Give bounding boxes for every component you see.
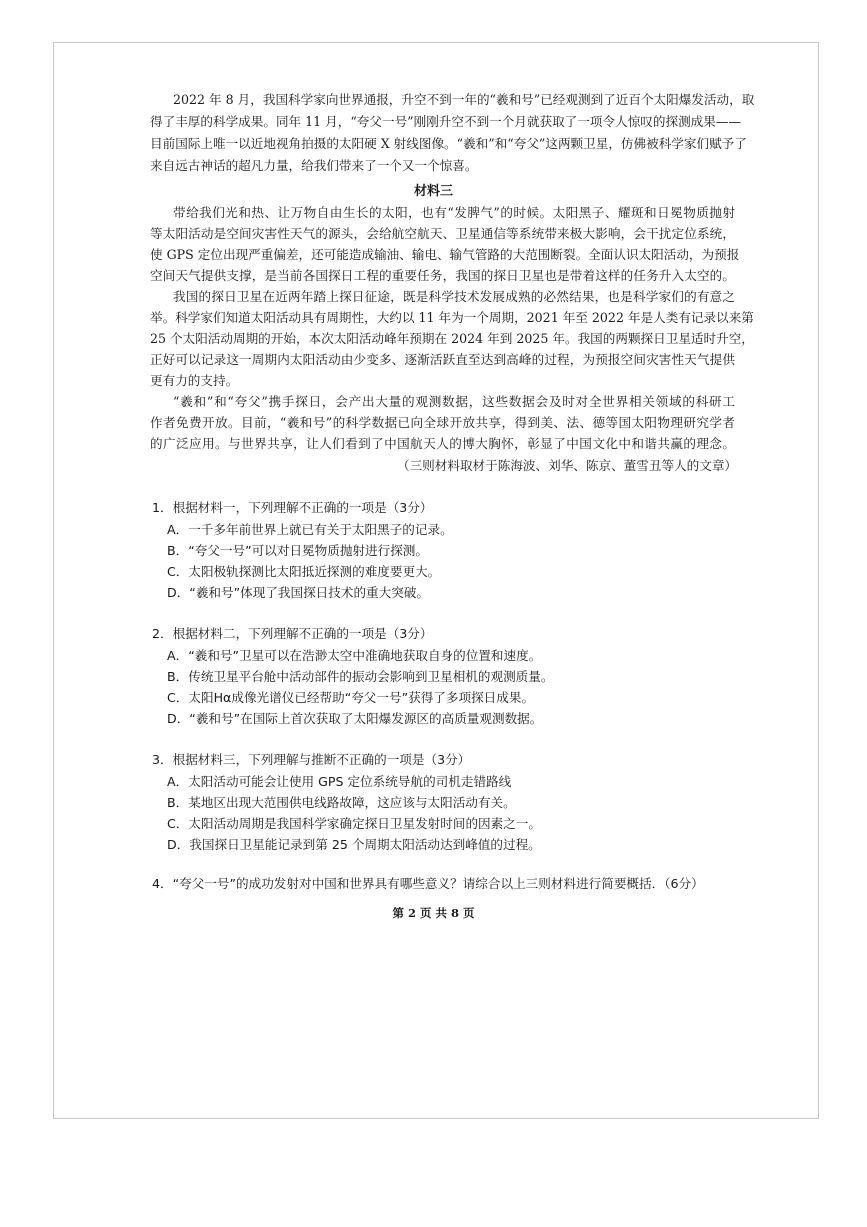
paragraph-line: 的广泛应用。与世界共享，让人们看到了中国航天人的博大胸怀，彰显了中国文化中和谐共赢的理念。	[150, 436, 735, 451]
question-4-stem: 4．“夸父一号”的成功发射对中国和世界具有哪些意义？请综合以上三则材料进行简要概括．（6分）	[152, 876, 704, 891]
question-3-option-a: A．太阳活动可能会让使用 GPS 定位系统导航的司机走错路线	[167, 774, 512, 789]
question-3-stem: 3．根据材料三，下列理解与推断不正确的一项是（3分）	[152, 752, 471, 767]
question-2-stem: 2．根据材料二，下列理解不正确的一项是（3分）	[152, 626, 433, 641]
question-1-stem: 1．根据材料一，下列理解不正确的一项是（3分）	[152, 500, 433, 515]
paragraph-line: 等太阳活动是空间灾害性天气的源头，会给航空航天、卫星通信等系统带来极大影响，会干扰定位系统，	[150, 226, 735, 241]
question-1-option-b: B．“夸父一号”可以对日冕物质抛射进行探测。	[167, 543, 428, 558]
question-2-option-b: B．传统卫星平台舱中活动部件的振动会影响到卫星相机的观测质量。	[167, 669, 554, 684]
section-title: 材料三	[413, 184, 453, 199]
paragraph-line: 来自远古神话的超凡力量，给我们带来了一个又一个惊喜。	[150, 158, 478, 173]
paragraph-line: 空间天气提供支撑，是当前各国探日工程的重要任务，我国的探日卫星也是带着这样的任务升入太空的。	[150, 268, 735, 283]
paragraph-line: 25 个太阳活动周期的开始，本次太阳活动峰年预期在 2024 年到 2025 年。我国的两颗探日卫星适时升空，	[150, 331, 754, 346]
paragraph-line: 目前国际上唯一以近地视角拍摄的太阳硬 X 射线图像。“羲和”和“夸父”这两颗卫星，仿佛被科学家们赋予了	[150, 136, 747, 151]
attribution: （三则材料取材于陈海波、刘华、陈京、董雪丑等人的文章）	[396, 458, 737, 473]
question-2-option-a: A．“羲和号”卫星可以在浩渺太空中准确地获取自身的位置和速度。	[167, 648, 542, 663]
paragraph-line: 作者免费开放。目前，“羲和号”的科学数据已向全球开放共享，得到美、法、德等国太阳物理研究学者	[150, 415, 735, 430]
question-1-option-a: A．一千多年前世界上就已有关于太阳黑子的记录。	[167, 522, 453, 537]
paragraph-line: 2022 年 8 月，我国科学家向世界通报，升空不到一年的“羲和号”已经观测到了近百个太阳爆发活动，取	[173, 92, 755, 107]
page-footer: 第 2 页 共 8 页	[392, 906, 475, 920]
paragraph-line: 得了丰厚的科学成果。同年 11 月，“夸父一号”刚刚升空不到一个月就获取了一项令人惊叹的探测成果——	[150, 114, 742, 129]
paragraph-line: 带给我们光和热、让万物自由生长的太阳，也有“发脾气”的时候。太阳黑子、耀斑和日冕物质抛射	[173, 205, 735, 220]
paragraph-line: 举。科学家们知道太阳活动具有周期性，大约以 11 年为一个周期，2021 年至 2022 年是人类有记录以来第	[150, 310, 754, 325]
paragraph-line: “羲和”和“夸父”携手探日，会产出大量的观测数据，这些数据会及时对全世界相关领域的科研工	[173, 394, 735, 409]
paragraph-line: 正好可以记录这一周期内太阳活动由少变多、逐渐活跃直至达到高峰的过程，为预报空间灾害性天气提供	[150, 352, 735, 367]
paragraph-line: 我国的探日卫星在近两年踏上探日征途，既是科学技术发展成熟的必然结果，也是科学家们的有意之	[173, 289, 735, 304]
question-3-option-b: B．某地区出现大范围供电线路故障，这应该与太阳活动有关。	[167, 795, 516, 810]
document-page	[53, 42, 819, 1119]
paragraph-line: 使 GPS 定位出现严重偏差，还可能造成输油、输电、输气管路的大范围断裂。全面认识太阳活动，为预报	[150, 247, 740, 262]
question-3-option-d: D．我国探日卫星能记录到第 25 个周期太阳活动达到峰值的过程。	[167, 837, 541, 852]
question-2-option-c: C．太阳Hα成像光谱仪已经帮助“夸父一号”获得了多项探日成果。	[167, 690, 535, 705]
question-1-option-c: C．太阳极轨探测比太阳抵近探测的难度要更大。	[167, 564, 441, 579]
question-3-option-c: C．太阳活动周期是我国科学家确定探日卫星发射时间的因素之一。	[167, 816, 542, 831]
question-2-option-d: D．“羲和号”在国际上首次获取了太阳爆发源区的高质量观测数据。	[167, 711, 543, 726]
question-1-option-d: D．“羲和号”体现了我国探日技术的重大突破。	[167, 585, 430, 600]
paragraph-line: 更有力的支持。	[150, 373, 239, 388]
